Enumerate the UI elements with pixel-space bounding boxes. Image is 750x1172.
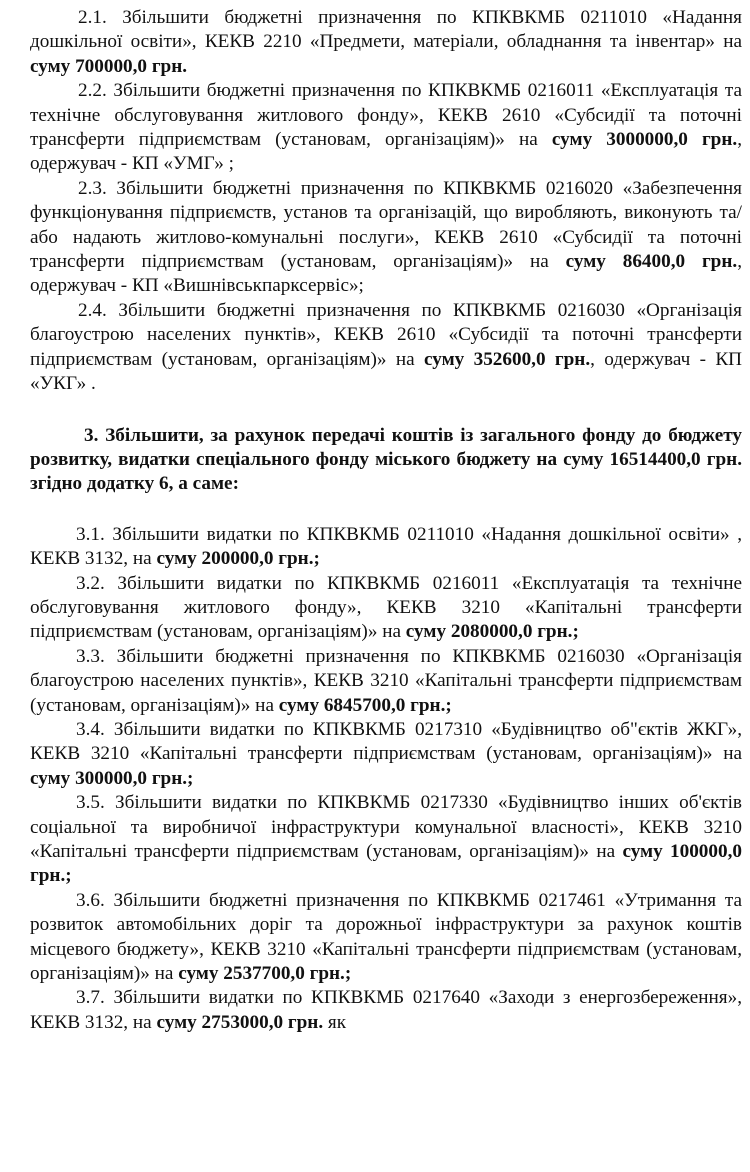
item-text: Збільшити видатки по КПКВКМБ 0216011 «Експлуатація та технічне обслуговування житлового фонду», КЕКВ 3210 «Капітальні трансферти підприємствам (установам, організаціям)» на [30,572,742,643]
item-text: Збільшити бюджетні призначення по КПКВКМБ 0216030 «Організація благоустрою населених пунктів», КЕКВ 3210 «Капітальні трансферти підприємствам (установам, організаціям)» на [30,645,743,716]
item-2-4 [30,299,742,397]
item-amount: суму 86400,0 грн. [565,251,738,273]
item-3-7 [30,986,742,1035]
item-number: 3.6. [76,889,105,911]
item-amount: суму 700000,0 грн. [30,55,188,77]
item-number: 3.4. [76,718,105,740]
item-text: Збільшити видатки по КПКВКМБ 0211010 «Надання дошкільної освіти» , КЕКВ 3132, на [30,523,742,570]
item-amount: суму 2537700,0 грн.; [178,963,352,985]
item-amount: суму 2753000,0 грн. [156,1011,324,1033]
item-text: Збільшити видатки по КПКВКМБ 0217330 «Будівництво інших об'єктів соціальної та виробничої інфраструктури комунальної власності», КЕКВ 3210 «Капітальні трансферти підприємствам (установам, організаціям)» на [30,792,742,862]
item-2-3 [30,177,742,299]
item-number: 2.3. [78,177,107,199]
item-amount: суму 2080000,0 грн.; [405,621,579,643]
item-amount: суму 352600,0 грн. [423,348,591,370]
item-number: 2.1. [78,7,107,28]
item-amount: суму 6845700,0 грн.; [278,694,452,716]
item-3-2 [30,572,742,645]
heading-text: 3. Збільшити, за рахунок передачі коштів із загального фонду до бюджету розвитку, видатки спеціального фонду міського бюджету на суму 16514400,0 грн. згідно додатку 6, а саме: [30,424,742,495]
item-number: 3.3. [76,645,105,667]
item-text: Збільшити бюджетні призначення по КПКВКМБ 0216011 «Експлуатація та технічне обслуговування житлового фонду», КЕКВ 2610 «Субсидії та поточні трансферти підприємствам (установам, організаціям)» на [30,80,742,151]
section-3-heading [30,424,742,497]
item-text: Збільшити бюджетні призначення по КПКВКМБ 0216030 «Організація благоустрою населених пунктів», КЕКВ 2610 «Субсидії та поточні трансферти підприємствам (установам, організаціям)» на [30,299,742,370]
item-number: 3.1. [76,523,105,545]
item-text: Збільшити видатки по КПКВКМБ 0217310 «Будівництво об"єктів ЖКГ», КЕКВ 3210 «Капітальні трансферти підприємствам (установам, організаціям)» на [30,718,742,765]
item-3-5 [30,791,742,889]
item-number: 3.7. [76,987,105,1009]
item-amount: суму 300000,0 грн.; [30,767,194,789]
item-text: Збільшити бюджетні призначення по КПКВКМБ 0211010 «Надання дошкільної освіти», КЕКВ 2210 «Предмети, матеріали, обладнання та інвентар» на [30,7,742,53]
item-tail: як [323,1011,347,1033]
item-3-1 [30,523,742,572]
item-text: Збільшити бюджетні призначення по КПКВКМБ 0216020 «Забезпечення функціонування підприємств, установ та організацій, що виробляють, виконують та/або надають житлово-комунальні послуги», КЕКВ 2610 «Субсидії та поточні трансферти підприємствам (установам, організаціям)» на [30,177,743,273]
item-3-4 [30,718,742,791]
item-3-3 [30,645,742,718]
item-text: Збільшити видатки по КПКВКМБ 0217640 «Заходи з енергозбереження», КЕКВ 3132, на [30,987,743,1033]
item-amount: суму 100000,0 грн.; [30,841,742,887]
item-3-6 [30,889,742,987]
item-amount: суму 3000000,0 грн. [551,129,738,151]
item-number: 3.5. [76,792,105,814]
item-tail: , одержувач - КП «УМГ» ; [30,129,742,175]
document-page [30,6,742,1035]
item-2-1 [30,6,742,79]
item-2-2 [30,79,742,177]
item-number: 3.2. [76,572,105,594]
item-number: 2.2. [78,80,107,102]
item-amount: суму 200000,0 грн.; [156,548,320,570]
item-tail: , одержувач - КП «Вишнівськпарксервіс»; [30,251,742,297]
item-tail: , одержувач - КП «УКГ» . [30,348,742,395]
item-number: 2.4. [78,299,107,321]
item-text: Збільшити бюджетні призначення по КПКВКМБ 0217461 «Утримання та розвиток автомобільних доріг та дорожньої інфраструктури за рахунок коштів місцевого бюджету», КЕКВ 3210 «Капітальні трансферти підприємствам (установам, організаціям)» на [30,889,743,985]
